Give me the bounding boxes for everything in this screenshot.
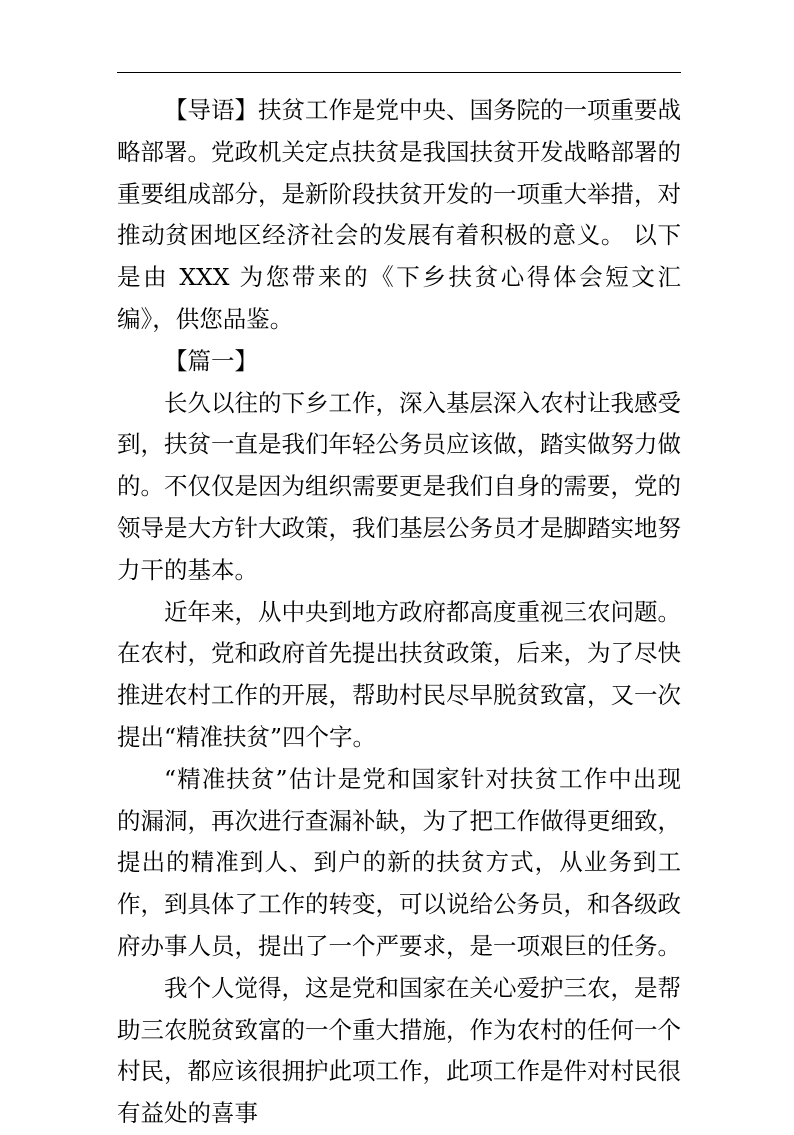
document-body: [117, 90, 681, 1135]
body-paragraph: 我个人觉得，这是党和国家在关心爱护三农，是帮助三农脱贫致富的一个重大措施，作为农村的任何一个村民，都应该很拥护此项工作，此项工作是件对村民很有益处的喜事: [117, 973, 681, 1128]
body-paragraph: 长久以往的下乡工作，深入基层深入农村让我感受到，扶贫一直是我们年轻公务员应该做，踏实做努力做的。不仅仅是因为组织需要更是我们自身的需要，党的领导是大方针大政策，我们基层公务员才是脚踏实地努力干的基本。: [117, 388, 681, 584]
intro-paragraph: 【导语】扶贫工作是党中央、国务院的一项重要战略部署。党政机关定点扶贫是我国扶贫开发战略部署的重要组成部分，是新阶段扶贫开发的一项重大举措，对推动贫困地区经济社会的发展有着积极的意义。 以下是由 XXX 为您带来的《下乡扶贫心得体会短文汇编》，供您品鉴。: [117, 96, 681, 333]
header-rule: [117, 72, 681, 73]
body-paragraph: 近年来，从中央到地方政府都高度重视三农问题。在农村，党和政府首先提出扶贫政策，后来，为了尽快推进农村工作的开展，帮助村民尽早脱贫致富，又一次提出“精准扶贫”四个字。: [117, 597, 681, 751]
body-paragraph: “精准扶贫”估计是党和国家针对扶贫工作中出现的漏洞，再次进行查漏补缺，为了把工作做得更细致，提出的精准到人、到户的新的扶贫方式，从业务到工作，到具体了工作的转变，可以说给公务员，和各级政府办事人员，提出了一个严要求，是一项艰巨的任务。: [117, 764, 681, 960]
section-heading: 【篇一】: [164, 346, 258, 375]
